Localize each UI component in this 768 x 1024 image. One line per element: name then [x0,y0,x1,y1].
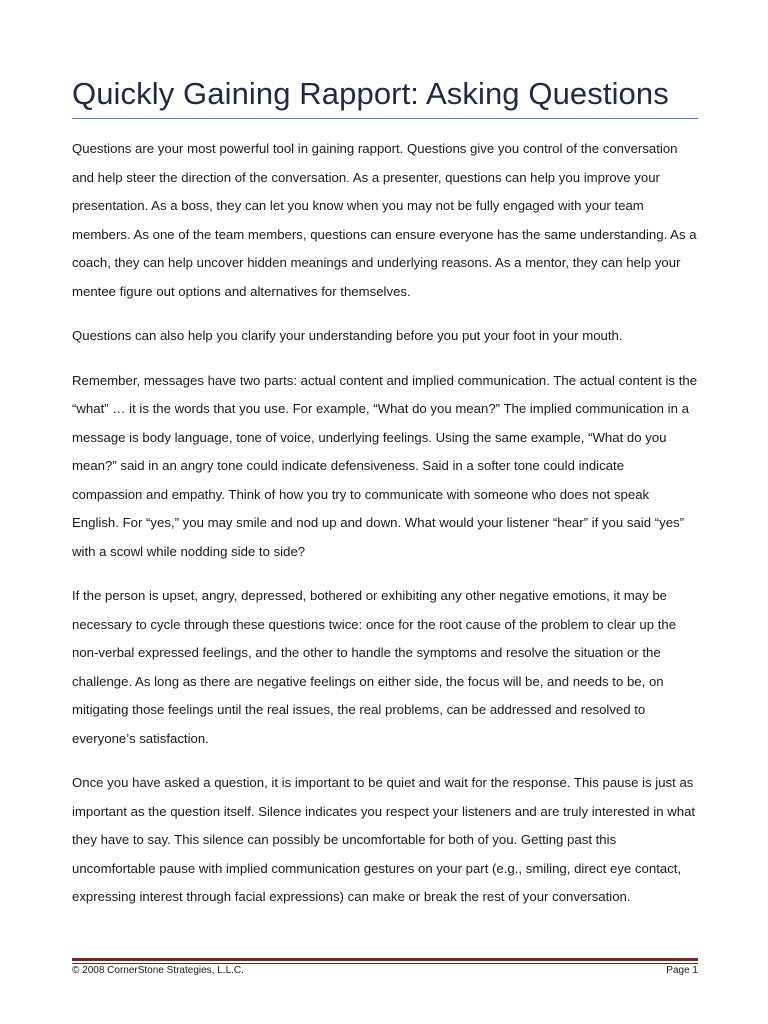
footer-page-number: Page 1 [666,965,698,976]
body-text [72,135,698,928]
paragraph-1: Questions are your most powerful tool in gaining rapport. Questions give you control of the conversation and help steer the direction of the conversation. As a presenter, questions can help you improve your presentation. As a boss, they can let you know when you may not be fully engaged with your team members. As one of the team members, questions can ensure everyone has the same understanding. As a coach, they can help uncover hidden meanings and underlying reasons. As a mentor, they can help your mentee figure out options and alternatives for themselves. [72,141,697,299]
footer-copyright: © 2008 CornerStone Strategies, L.L.C. [72,965,244,976]
paragraph-4: If the person is upset, angry, depressed, bothered or exhibiting any other negative emotions, it may be necessary to cycle through these questions twice: once for the root cause of the problem to clear up the non-verbal expressed feelings, and the other to handle the symptoms and resolve the situation or the challenge. As long as there are negative feelings on either side, the focus will be, and needs to be, on mitigating those feelings until the real issues, the real problems, can be addressed and resolved to everyone’s satisfaction. [72,588,677,746]
paragraph-3: Remember, messages have two parts: actual content and implied communication. The actual content is the “what” … it is the words that you use. For example, “What do you mean?” The implied communication in a message is body language, tone of voice, underlying feelings. Using the same example, “What do you mean?” said in an angry tone could indicate defensiveness. Said in a softer tone could indicate compassion and empathy. Think of how you try to communicate with someone who does not speak English. For “yes,” you may smile and nod up and down. What would your listener “hear” if you said “yes” with a scowl while nodding side to side? [72,372,698,559]
paragraph-5: Once you have asked a question, it is important to be quiet and wait for the response. This pause is just as important as the question itself. Silence indicates you respect your listeners and are truly interested in what they have to say. This silence can possibly be uncomfortable for both of you. Getting past this uncomfortable pause with implied communication gestures on your part (e.g., smiling, direct eye contact, expressing interest through facial expressions) can make or break the rest of your conversation. [72,775,696,904]
page-title: Quickly Gaining Rapport: Asking Questions [72,76,669,111]
footer-rule-thick [72,958,698,961]
document-page [72,0,698,1024]
title-underline [72,118,698,119]
paragraph-2: Questions can also help you clarify your understanding before you put your foot in your mouth. [72,328,623,343]
